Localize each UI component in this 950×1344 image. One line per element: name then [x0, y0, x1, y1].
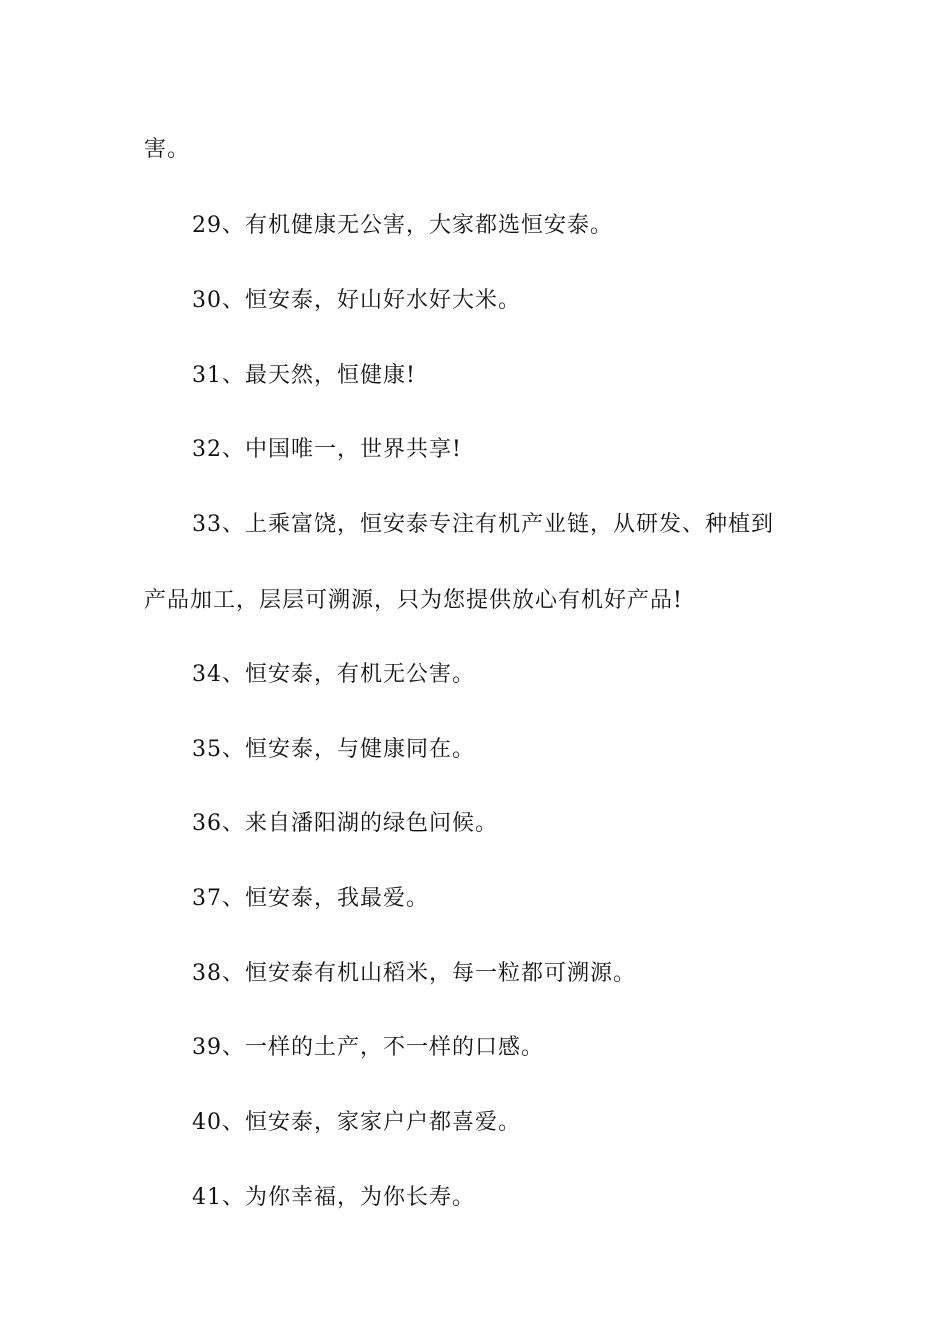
- slogan-29: 29、有机健康无公害，大家都选恒安泰。: [192, 213, 613, 238]
- slogan-35: 35、恒安泰，与健康同在。: [192, 737, 475, 762]
- slogan-34: 34、恒安泰，有机无公害。: [192, 662, 475, 687]
- slogan-40: 40、恒安泰，家家户户都喜爱。: [192, 1110, 521, 1135]
- slogan-31: 31、最天然，恒健康!: [192, 363, 416, 388]
- text-line-continuation: 害。: [144, 137, 191, 162]
- slogan-33-line-1: 33、上乘富饶，恒安泰专注有机产业链，从研发、种植到: [192, 512, 774, 537]
- slogan-37: 37、恒安泰，我最爱。: [192, 886, 429, 911]
- slogan-38: 38、恒安泰有机山稻米，每一粒都可溯源。: [192, 961, 636, 986]
- slogan-36: 36、来自潘阳湖的绿色问候。: [192, 811, 498, 836]
- slogan-32: 32、中国唯一，世界共享!: [192, 437, 462, 462]
- slogan-41: 41、为你幸福，为你长寿。: [192, 1185, 475, 1210]
- slogan-39: 39、一样的土产，不一样的口感。: [192, 1035, 544, 1060]
- slogan-33-line-2: 产品加工，层层可溯源，只为您提供放心有机好产品!: [144, 588, 683, 613]
- slogan-30: 30、恒安泰，好山好水好大米。: [192, 288, 521, 313]
